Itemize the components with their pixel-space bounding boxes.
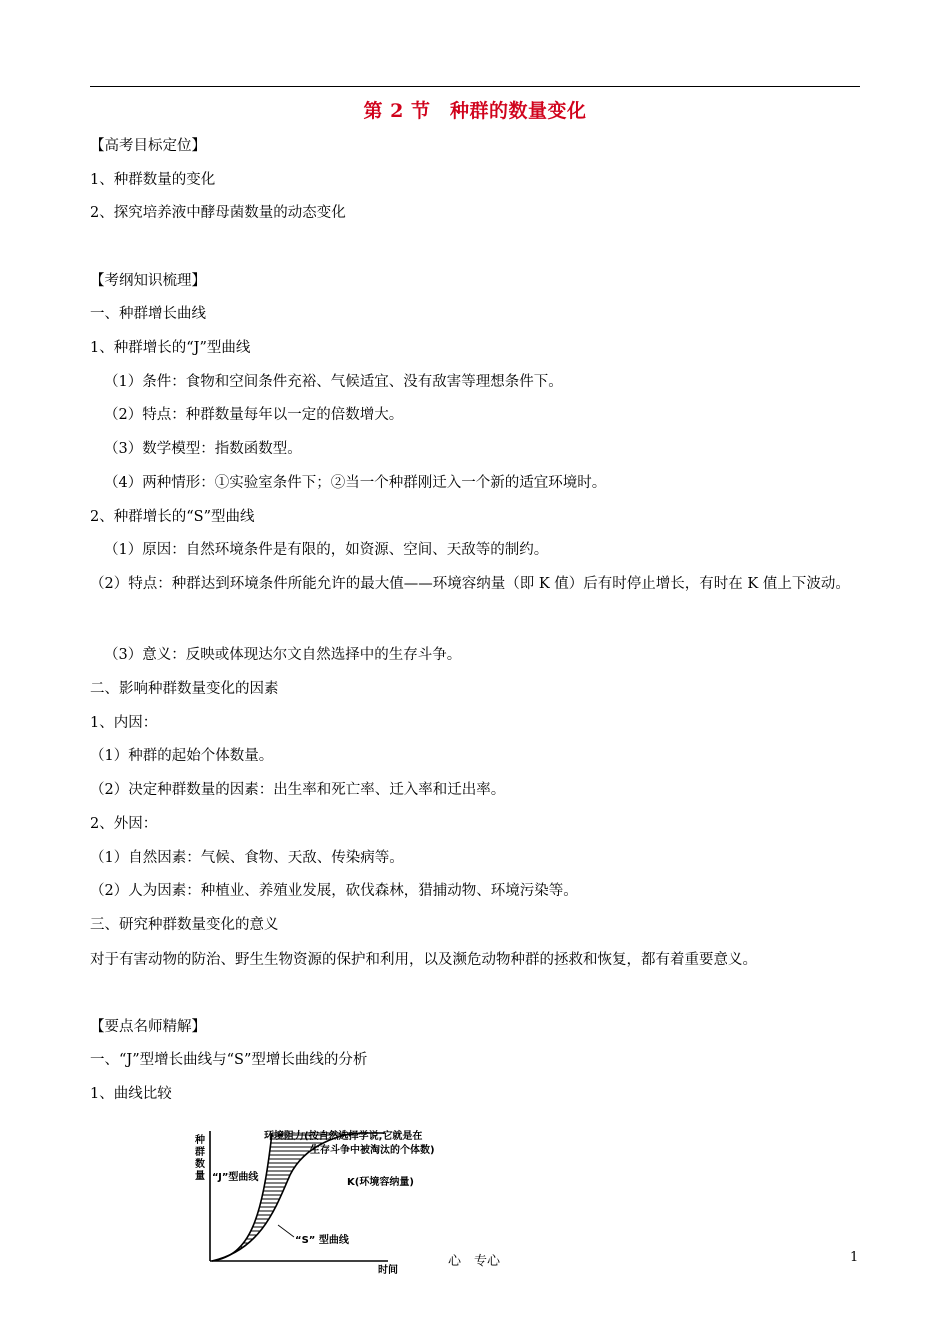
s-curve-label: “S” 型曲线: [295, 1235, 349, 1246]
s-label-pointer: [278, 1225, 294, 1237]
section-heading: 【高考目标定位】: [90, 138, 206, 154]
text-line: （1）自然因素：气候、食物、天敌、传染病等。: [90, 850, 404, 866]
text-line: 三、研究种群数量变化的意义: [90, 917, 279, 933]
ylabel-char: 种: [195, 1135, 205, 1146]
page-number: 1: [850, 1250, 859, 1265]
page-title: 第 2 节 种群的数量变化: [363, 100, 587, 122]
resistance-label-2: 生存斗争中被淘汰的个体数): [310, 1145, 435, 1156]
j-curve: [212, 1133, 272, 1261]
text-paragraph: （2）特点：种群达到环境条件所能允许的最大值——环境容纳量（即 K 值）后有时停止增长，有时在 K 值上下波动。: [90, 576, 850, 592]
text-line: （2）决定种群数量的因素：出生率和死亡率、迁入率和迁出率。: [90, 782, 506, 798]
text-line: 1、种群数量的变化: [90, 172, 216, 188]
ylabel-char: 群: [195, 1147, 205, 1158]
text-line: 对于有害动物的防治、野生生物资源的保护和利用，以及濒危动物种群的拯救和恢复，都有着重要意义。: [90, 952, 757, 968]
text-line: 一、种群增长曲线: [90, 306, 206, 322]
ylabel-char: 量: [195, 1171, 205, 1182]
population-growth-figure: [190, 1125, 490, 1275]
ylabel: [194, 1133, 208, 1182]
text-line: 二、影响种群数量变化的因素: [90, 681, 279, 697]
text-line: 2、探究培养液中酵母菌数量的动态变化: [90, 205, 346, 221]
text-line: 2、外因：: [90, 816, 158, 832]
text-line: （1）条件：食物和空间条件充裕、气候适宜、没有敌害等理想条件下。: [104, 374, 563, 390]
section-heading: 【考纲知识梳理】: [90, 273, 206, 289]
footer-center: 心 专心: [448, 1254, 501, 1269]
text-line: （1）种群的起始个体数量。: [90, 748, 274, 764]
text-line: 2、种群增长的“S”型曲线: [90, 509, 255, 525]
text-line: （3）意义：反映或体现达尔文自然选择中的生存斗争。: [104, 647, 462, 663]
ylabel-char: 数: [195, 1159, 205, 1170]
j-curve-label: “J”型曲线: [212, 1172, 259, 1183]
text-line: （4）两种情形：①实验室条件下；②当一个种群刚迁入一个新的适宜环境时。: [104, 475, 607, 491]
text-line: 1、种群增长的“J”型曲线: [90, 340, 251, 356]
k-label: K(环境容纳量): [347, 1177, 414, 1188]
text-line: 1、内因：: [90, 715, 158, 731]
section-heading: 【要点名师精解】: [90, 1019, 206, 1035]
text-line: （1）原因：自然环境条件是有限的，如资源、空间、天敌等的制约。: [104, 542, 549, 558]
resistance-label-1: 环境阻力(按自然选择学说,它就是在: [264, 1131, 423, 1142]
header-rule: [90, 86, 860, 87]
text-line: 1、曲线比较: [90, 1086, 172, 1102]
text-line: （2）特点：种群数量每年以一定的倍数增大。: [104, 407, 404, 423]
xlabel: 时间: [378, 1265, 398, 1275]
text-line: （3）数学模型：指数函数型。: [104, 441, 302, 457]
text-line: 一、“J”型增长曲线与“S”型增长曲线的分析: [90, 1052, 368, 1068]
text-line: （2）人为因素：种植业、养殖业发展，砍伐森林，猎捕动物、环境污染等。: [90, 883, 578, 899]
